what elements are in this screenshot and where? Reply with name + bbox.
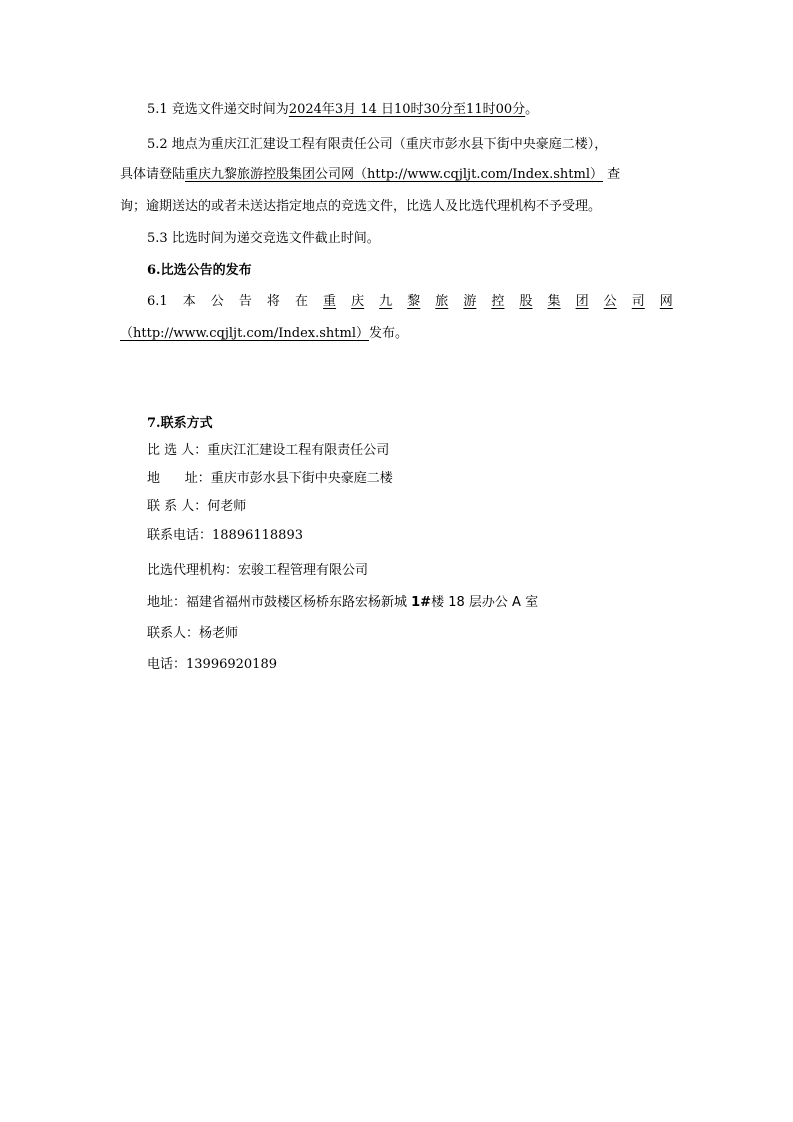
clause-6-1-word: 庆 <box>351 294 365 309</box>
agency-address-end: 室 <box>520 595 539 610</box>
clause-5-2-line-3: 询；逾期送达的或者未送达指定地点的竞选文件，比选人及比选代理机构不予受理。 <box>120 199 602 214</box>
clause-5-3: 5.3 比选时间为递交竞选文件截止时间。 <box>147 231 380 246</box>
clause-5-2-prefix: 具体请登陆 <box>120 167 186 182</box>
clause-6-1-word: 黎 <box>407 294 421 309</box>
clause-6-1-word: 游 <box>463 294 477 309</box>
clause-6-1-word: 在 <box>294 294 308 309</box>
clause-6-1-word: 司 <box>631 294 645 309</box>
clause-6-1-line-1 <box>147 293 673 311</box>
agency-address-room: A <box>512 595 521 610</box>
clause-6-1-word: 股 <box>519 294 533 309</box>
section-7-heading: 7.联系方式 <box>147 416 213 431</box>
submission-time: 2024年3月 14 日10时30分至11时00分 <box>288 102 526 117</box>
address-line: 地 址：重庆市彭水县下街中央豪庭二楼 <box>147 471 393 486</box>
clause-6-1-word: 团 <box>575 294 589 309</box>
agency-address-mid: 楼 <box>431 595 449 610</box>
agency-address-building: 1# <box>411 595 432 610</box>
agency-address-suffix: 层办公 <box>464 595 513 610</box>
clause-6-1-suffix: 发布。 <box>369 326 409 341</box>
clause-6-1-word: 重 <box>323 294 337 309</box>
clause-6-1-word: 告 <box>238 294 252 309</box>
agency-address-floor: 18 <box>448 595 465 610</box>
clause-6-1-word: 网 <box>659 294 673 309</box>
clause-5-1-prefix: 5.1 竞选文件递交时间为 <box>147 102 289 117</box>
phone-line: 联系电话：18896118893 <box>147 528 303 543</box>
agency-address-prefix: 地址：福建省福州市鼓楼区杨桥东路宏杨新城 <box>147 595 412 610</box>
website-link[interactable]: 重庆九黎旅游控股集团公司网（http://www.cqjljt.com/Index.shtml） <box>185 167 604 182</box>
clause-6-1-word: 将 <box>266 294 280 309</box>
clause-6-1-word: 公 <box>210 294 224 309</box>
clause-6-1-word: 控 <box>491 294 505 309</box>
clause-6-1-word: 6.1 <box>147 294 168 309</box>
clause-5-2-line-1: 5.2 地点为重庆江汇建设工程有限责任公司（重庆市彭水县下街中央豪庭二楼）， <box>147 137 608 152</box>
clause-6-1-line-2 <box>120 325 408 343</box>
clause-6-1-word: 九 <box>379 294 393 309</box>
agency-address-line <box>147 594 538 612</box>
agency-phone-line: 电话：13996920189 <box>147 657 277 672</box>
clause-6-1-word: 公 <box>603 294 617 309</box>
section-6-heading: 6.比选公告的发布 <box>147 263 252 278</box>
clause-6-1-word: 集 <box>547 294 561 309</box>
clause-5-1 <box>147 101 538 119</box>
agency-line: 比选代理机构：宏骏工程管理有限公司 <box>147 563 369 578</box>
clause-6-1-word: 旅 <box>435 294 449 309</box>
publish-website-link[interactable]: （http://www.cqjljt.com/Index.shtml） <box>120 326 369 341</box>
clause-5-2-suffix: 查 <box>603 167 621 182</box>
clause-6-1-word: 本 <box>182 294 196 309</box>
contact-line: 联 系 人：何老师 <box>147 499 247 514</box>
agency-contact-line: 联系人：杨老师 <box>147 626 239 641</box>
clause-5-2-line-2 <box>120 166 620 184</box>
bidder-line: 比 选 人：重庆江汇建设工程有限责任公司 <box>147 443 390 458</box>
clause-5-1-suffix: 。 <box>525 102 539 117</box>
